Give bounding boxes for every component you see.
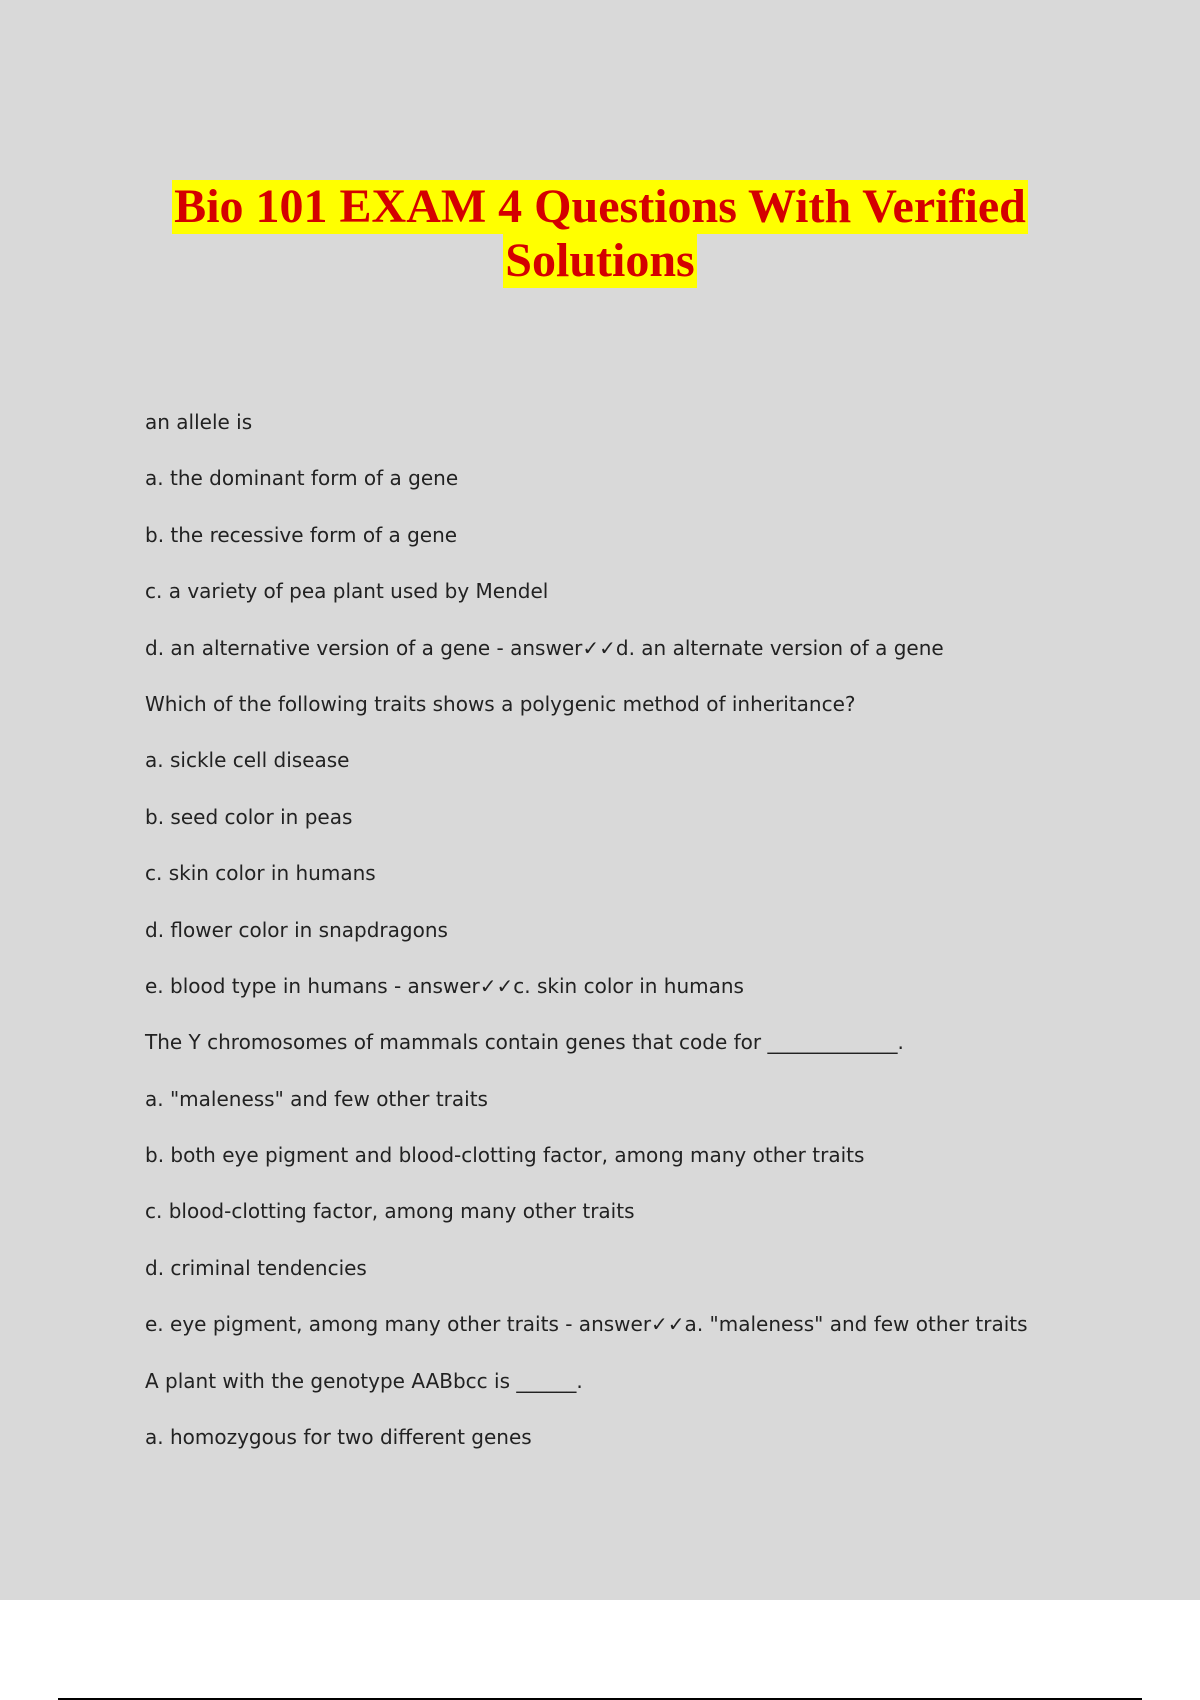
- question-3-stem: The Y chromosomes of mammals contain genes that code for _____________.: [145, 1030, 904, 1055]
- question-4-stem: A plant with the genotype AABbcc is ______.: [145, 1368, 583, 1393]
- title-line-1: Bio 101 EXAM 4 Questions With Verified: [174, 180, 1026, 233]
- question-2-option-e-answer: e. blood type in humans - answer✓✓c. skin color in humans: [145, 973, 744, 998]
- document-title: [0, 180, 1200, 288]
- question-list: [145, 405, 1105, 1476]
- question-3-option-a: a. "maleness" and few other traits: [145, 1086, 488, 1111]
- question-3-option-c: c. blood-clotting factor, among many other traits: [145, 1199, 635, 1224]
- question-1-option-d-answer: d. an alternative version of a gene - answer✓✓d. an alternate version of a gene: [145, 635, 944, 660]
- question-2-option-a: a. sickle cell disease: [145, 748, 350, 773]
- question-2-option-b: b. seed color in peas: [145, 804, 353, 829]
- question-2-stem: Which of the following traits shows a polygenic method of inheritance?: [145, 691, 856, 716]
- question-1-option-b: b. the recessive form of a gene: [145, 522, 458, 547]
- question-2-option-d: d. flower color in snapdragons: [145, 917, 448, 942]
- question-2-option-c: c. skin color in humans: [145, 861, 376, 886]
- question-3-option-e-answer: e. eye pigment, among many other traits - answer✓✓a. "maleness" and few other traits: [145, 1312, 1028, 1337]
- question-1-option-c: c. a variety of pea plant used by Mendel: [145, 579, 549, 604]
- question-1-stem: an allele is: [145, 410, 253, 434]
- question-1-option-a: a. the dominant form of a gene: [145, 466, 459, 491]
- question-3-option-d: d. criminal tendencies: [145, 1255, 367, 1280]
- title-line-2: Solutions: [505, 234, 695, 287]
- question-3-option-b: b. both eye pigment and blood-clotting factor, among many other traits: [145, 1143, 865, 1168]
- question-4-option-a: a. homozygous for two different genes: [145, 1425, 532, 1450]
